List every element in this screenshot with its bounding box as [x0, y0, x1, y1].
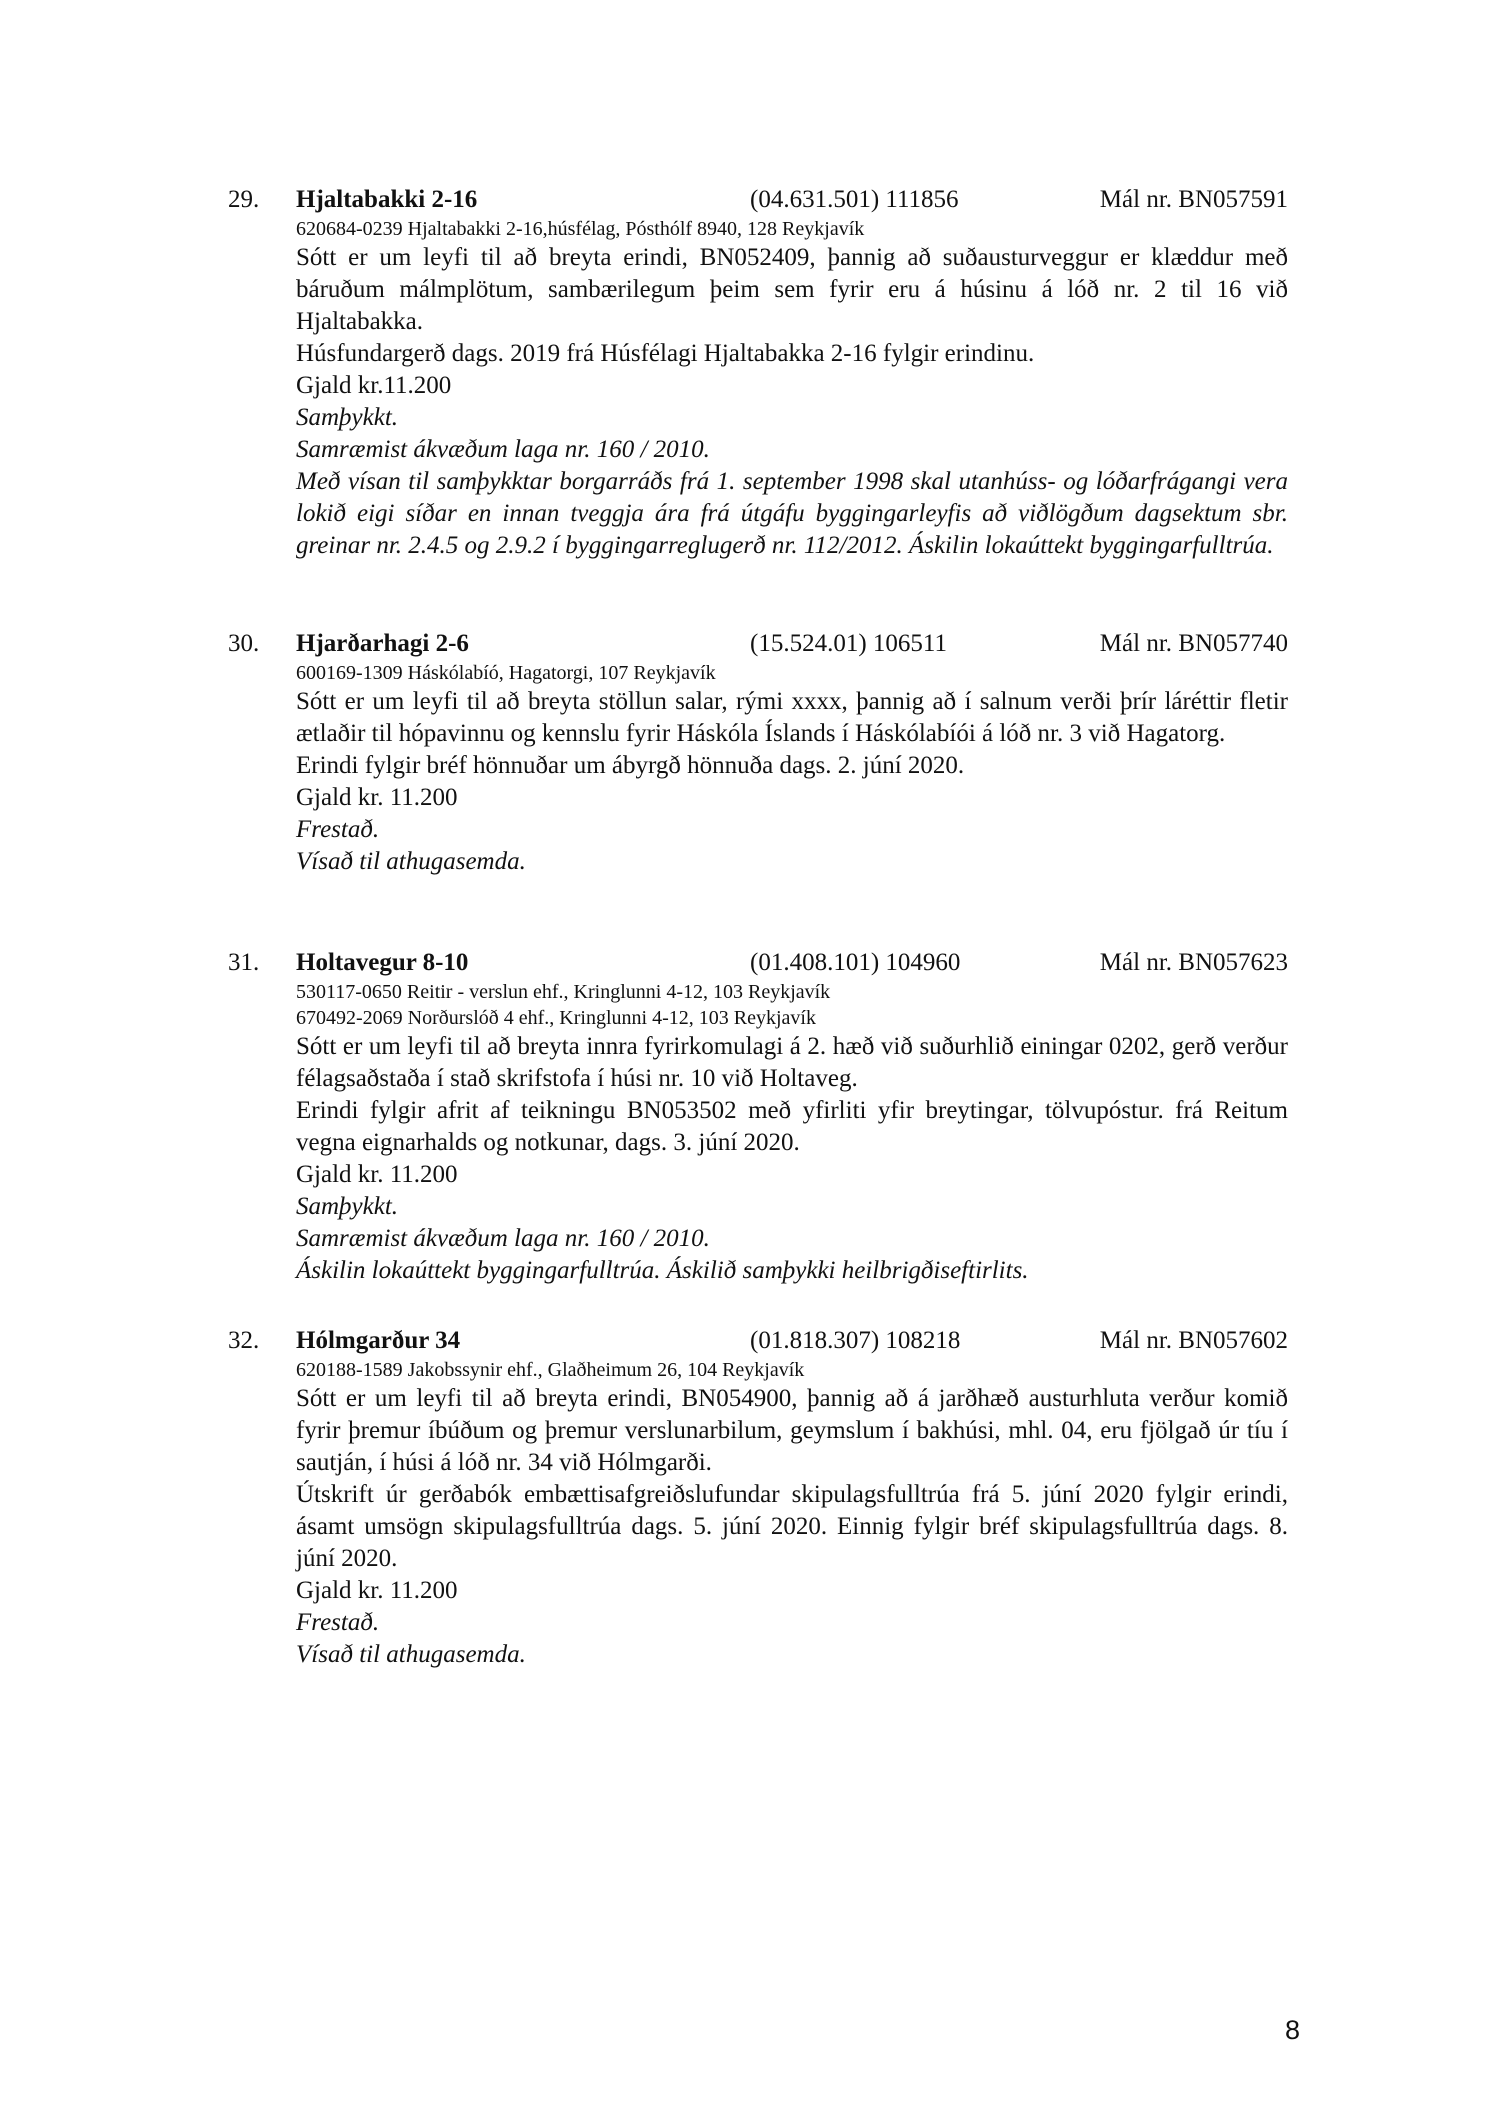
note: Samræmist ákvæðum laga nr. 160 / 2010. [296, 436, 710, 463]
note: Vísað til athugasemda. [296, 1641, 526, 1668]
decision: Samþykkt. [296, 404, 399, 431]
entry-header [228, 628, 1288, 660]
case-entry [228, 628, 1288, 878]
attachment: Erindi fylgir bréf hönnuðar um ábyrgð hönnuða dags. 2. júní 2020. [296, 752, 965, 779]
case-entry [228, 947, 1288, 1287]
applicant-line: 670492-2069 Norðurslóð 4 ehf., Kringlunni 4-12, 103 Reykjavík [296, 1007, 816, 1029]
property-code: (15.524.01) 106511 [750, 630, 947, 657]
entry-header [228, 1325, 1288, 1357]
description: Sótt er um leyfi til að breyta erindi, BN054900, þannig að á jarðhæð austurhluta verður komið fyrir þremur íbúðum og þremur verslunarbilum, geymslum í bakhúsi, mhl. 04, eru fjölgað úr tíu í sautján, í húsi á lóð nr. 34 við Hólmgarði. [296, 1385, 1288, 1476]
entry-number: 30. [228, 630, 260, 657]
decision: Frestað. [296, 1609, 380, 1636]
decision: Samþykkt. [296, 1193, 399, 1220]
attachment: Erindi fylgir afrit af teikningu BN053502 með yfirliti yfir breytingar, tölvupóstur. frá Reitum vegna eignarhalds og notkunar, dags. 3. júní 2020. [296, 1097, 1288, 1156]
applicant-line: 600169-1309 Háskólabíó, Hagatorgi, 107 Reykjavík [296, 662, 716, 684]
case-entry [228, 1325, 1288, 1671]
note: Áskilin lokaúttekt byggingarfulltrúa. Áskilið samþykki heilbrigðiseftirlits. [296, 1257, 1029, 1284]
description: Sótt er um leyfi til að breyta erindi, BN052409, þannig að suðausturveggur er klæddur með báruðum málmplötum, sambærilegum þeim sem fyrir eru á húsinu á lóð nr. 2 til 16 við Hjaltabakka. [296, 244, 1288, 335]
entry-header [228, 184, 1288, 216]
case-number: Mál nr. BN057602 [1099, 1327, 1288, 1354]
page-number: 8 [1284, 2015, 1300, 2045]
applicant-line: 620684-0239 Hjaltabakki 2-16,húsfélag, Pósthólf 8940, 128 Reykjavík [296, 218, 865, 240]
property-code: (04.631.501) 111856 [750, 186, 959, 213]
street-address: Holtavegur 8-10 [296, 949, 469, 976]
attachment: Húsfundargerð dags. 2019 frá Húsfélagi Hjaltabakka 2-16 fylgir erindinu. [296, 340, 1035, 367]
entry-number: 32. [228, 1327, 260, 1354]
property-code: (01.818.307) 108218 [750, 1327, 961, 1354]
street-address: Hjarðarhagi 2-6 [296, 630, 469, 657]
case-number: Mál nr. BN057740 [1099, 630, 1288, 657]
note: Með vísan til samþykktar borgarráðs frá 1. september 1998 skal utanhúss- og lóðarfrágangi vera lokið eigi síðar en innan tveggja ára frá útgáfu byggingarleyfis að viðlögðum dagsektum sbr. greinar nr. 2.4.5 og 2.9.2 í byggingarreglugerð nr. 112/2012. Áskilin lokaúttekt byggingarfulltrúa. [296, 468, 1288, 559]
street-address: Hjaltabakki 2-16 [296, 186, 478, 213]
entry-number: 29. [228, 186, 260, 213]
case-number: Mál nr. BN057623 [1099, 949, 1288, 976]
attachment: Útskrift úr gerðabók embættisafgreiðslufundar skipulagsfulltrúa frá 5. júní 2020 fylgir erindi, ásamt umsögn skipulagsfulltrúa dags. 5. júní 2020. Einnig fylgir bréf skipulagsfulltrúa dags. 8. júní 2020. [296, 1481, 1288, 1572]
case-number: Mál nr. BN057591 [1099, 186, 1288, 213]
description: Sótt er um leyfi til að breyta stöllun salar, rými xxxx, þannig að í salnum verði þrír láréttir fletir ætlaðir til hópavinnu og kennslu fyrir Háskóla Íslands í Háskólabíói á lóð nr. 3 við Hagatorg. [296, 688, 1288, 747]
entry-number: 31. [228, 949, 260, 976]
decision: Frestað. [296, 816, 380, 843]
street-address: Hólmgarður 34 [296, 1327, 461, 1354]
fee: Gjald kr. 11.200 [296, 1577, 458, 1604]
applicant-line: 620188-1589 Jakobssynir ehf., Glaðheimum 26, 104 Reykjavík [296, 1359, 805, 1381]
note: Samræmist ákvæðum laga nr. 160 / 2010. [296, 1225, 710, 1252]
fee: Gjald kr. 11.200 [296, 1161, 458, 1188]
note: Vísað til athugasemda. [296, 848, 526, 875]
fee: Gjald kr.11.200 [296, 372, 452, 399]
description: Sótt er um leyfi til að breyta innra fyrirkomulagi á 2. hæð við suðurhlið einingar 0202, gerð verður félagsaðstaða í stað skrifstofa í húsi nr. 10 við Holtaveg. [296, 1033, 1288, 1092]
entry-header [228, 947, 1288, 979]
property-code: (01.408.101) 104960 [750, 949, 961, 976]
applicant-line: 530117-0650 Reitir - verslun ehf., Kringlunni 4-12, 103 Reykjavík [296, 981, 831, 1003]
case-entry [228, 184, 1288, 562]
fee: Gjald kr. 11.200 [296, 784, 458, 811]
